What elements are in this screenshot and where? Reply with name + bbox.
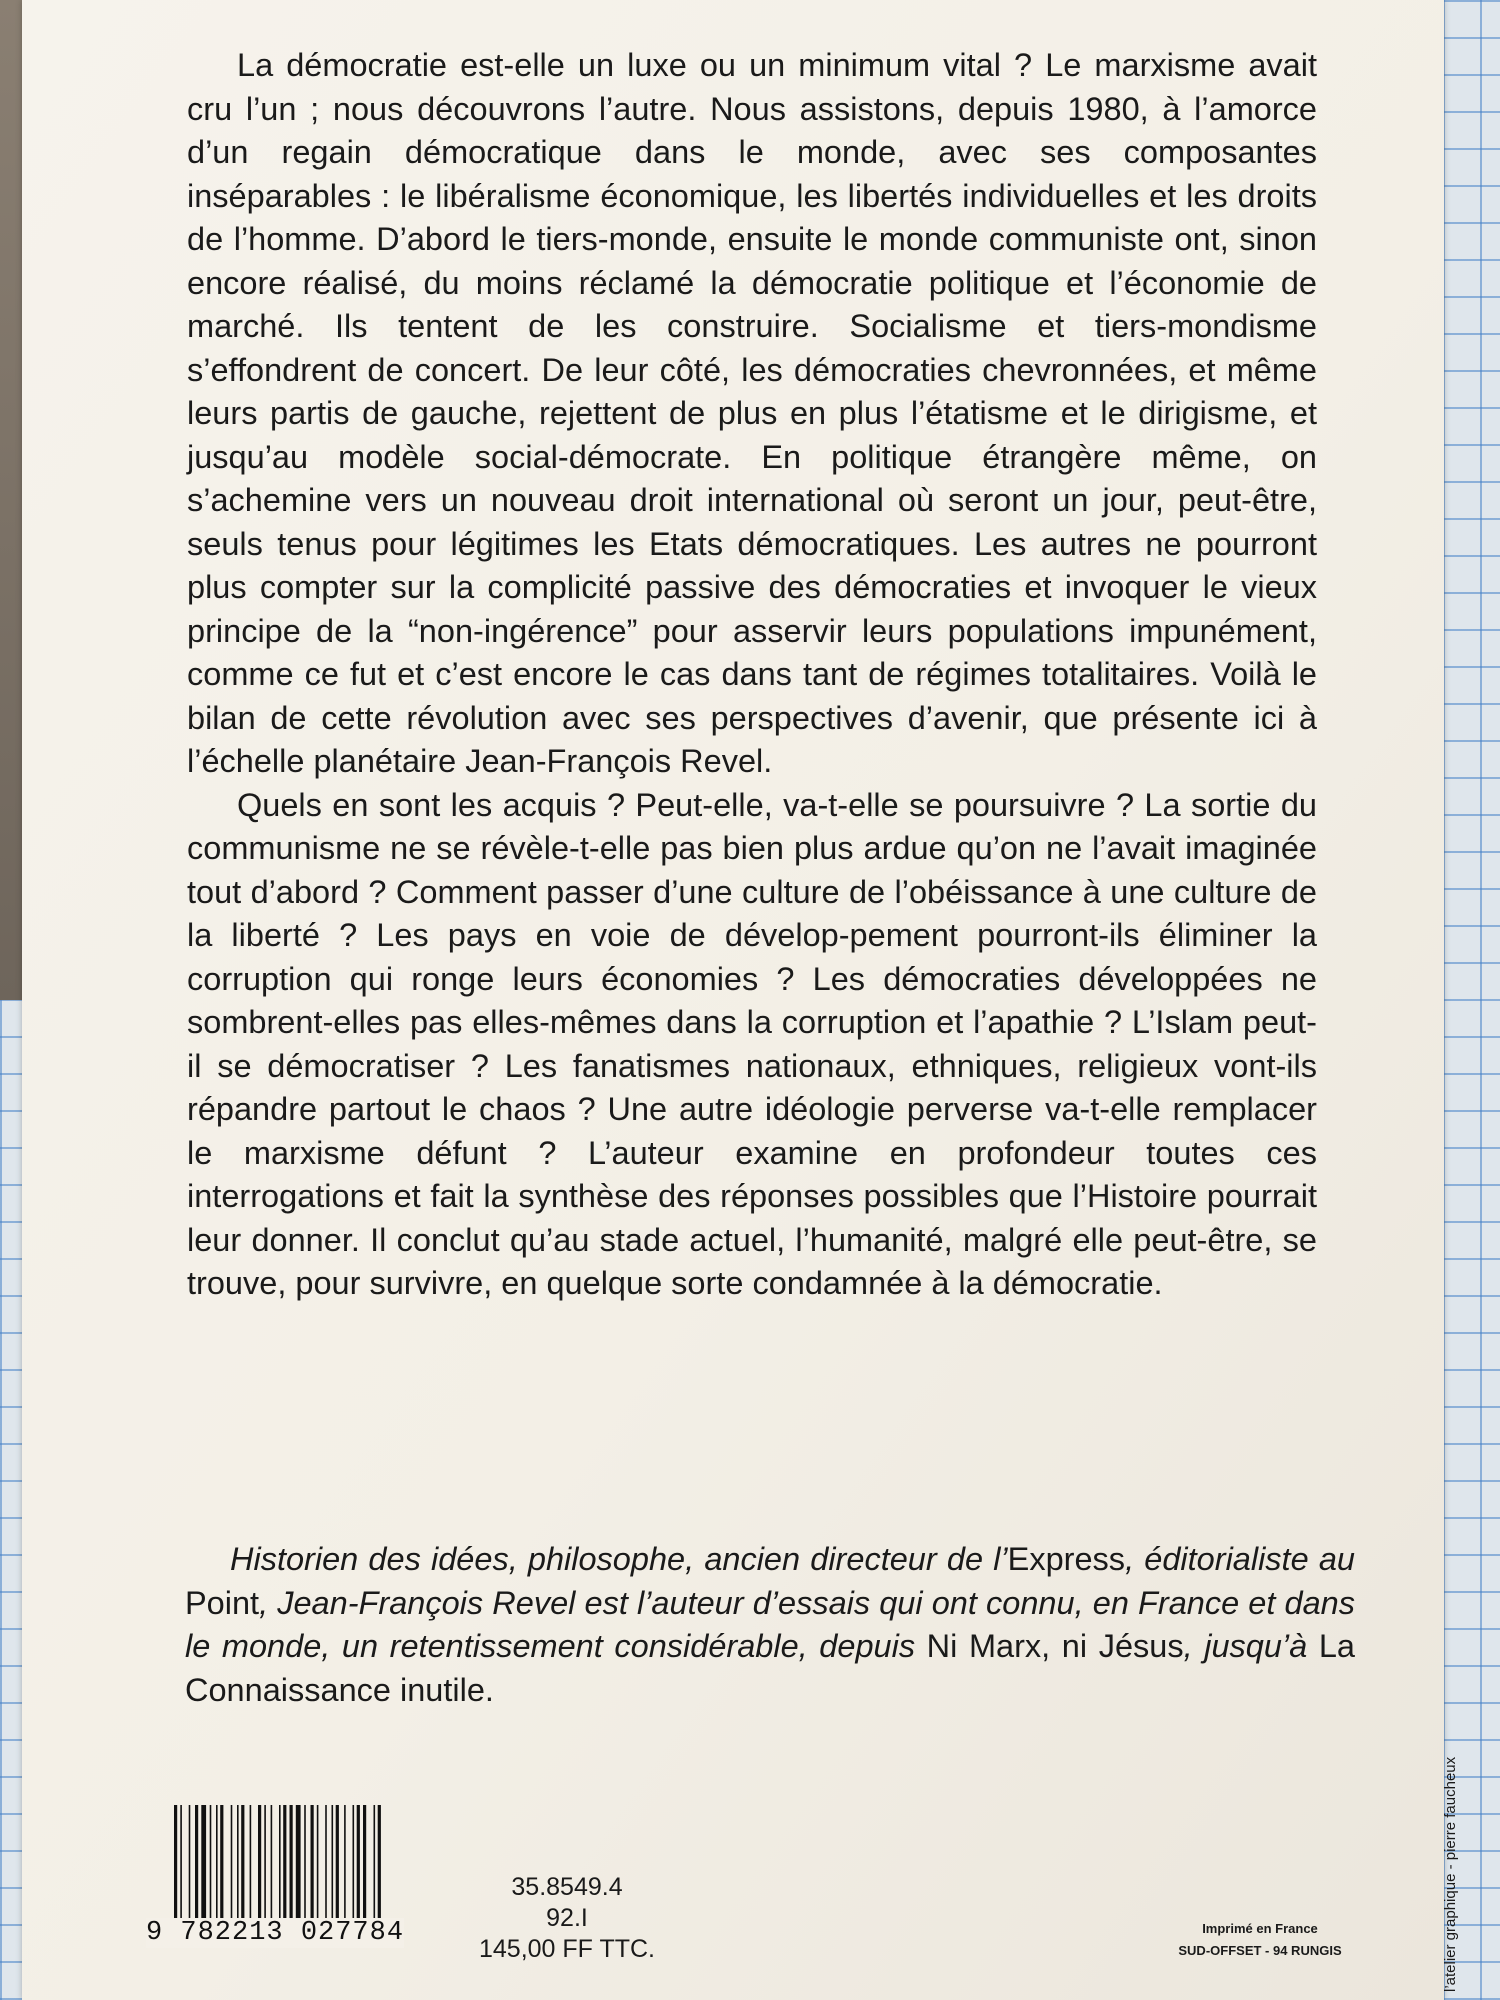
barcode-bar	[283, 1805, 286, 1923]
bio-text-2: , éditorialiste au	[1125, 1541, 1355, 1577]
catalog-code: 35.8549.4	[511, 1873, 623, 1901]
blurb-paragraph-2: Quels en sont les acquis ? Peut-elle, va-t-elle se poursuivre ? La sortie du communisme ne se révèle-t-elle pas bien plus ardue qu’on ne l’avait imaginée tout d’abord ? Comment passer d’une culture de l’obéissance à une culture de la liberté ? Les pays en voie de dévelop-pement pourront-ils éliminer la corruption qui ronge leurs économies ? Les démocraties développées ne sombrent-elles pas elles-mêmes dans la corruption et l’apathie ? L’Islam peut-il se démocratiser ? Les fanatismes nationaux, ethniques, religieux vont-ils répandre partout le chaos ? Une autre idéologie perverse va-t-elle remplacer le marxisme défunt ? L’auteur examine en profondeur toutes ces interrogations et fait la synthèse des réponses possibles que l’Histoire pourrait leur donner. Il conclut qu’au stade actuel, l’humanité, malgré elle peut-être, se trouve, pour survivre, en quelque sorte condamnée à la démocratie.	[187, 786, 1317, 1301]
price-block	[462, 1872, 672, 1965]
bio-title-ni-marx: Ni Marx, ni Jésus	[926, 1628, 1184, 1664]
barcode-bar	[271, 1805, 273, 1923]
catalog-code-2: 92.I	[546, 1904, 588, 1932]
barcode-bar	[317, 1805, 319, 1923]
barcode-bar	[210, 1805, 212, 1923]
barcode-bar	[264, 1805, 266, 1923]
barcode-bar	[220, 1805, 223, 1923]
barcode-bar	[250, 1805, 252, 1923]
barcode-bar	[374, 1805, 376, 1923]
barcode-bar	[231, 1805, 233, 1923]
barcode-bar	[258, 1805, 261, 1923]
barcode-bar	[180, 1805, 182, 1923]
barcode-bar	[201, 1805, 206, 1923]
barcode-bar	[325, 1805, 327, 1923]
barcode-bar	[353, 1805, 355, 1923]
bio-title-point: Point	[185, 1584, 260, 1621]
barcode-bar	[290, 1805, 293, 1923]
bio-text-4: , jusqu’à	[1183, 1628, 1319, 1664]
blurb-paragraph-1: La démocratie est-elle un luxe ou un minimum vital ? Le marxisme avait cru l’un ; nous découvrons l’autre. Nous assistons, depuis 1980, à l’amorce d’un regain démocratique dans le monde, avec ses composantes inséparables : le libéralisme économique, les libertés individuelles et les droits de l’homme. D’abord le tiers-monde, ensuite le monde communiste ont, sinon encore réalisé, du moins réclamé la démocratie politique et l’économie de marché. Ils tentent de les construire. Socialisme et tiers-mondisme s’effondrent de concert. De leur côté, les démocraties chevronnées, et même leurs partis de gauche, rejettent de plus en plus l’étatisme et le dirigisme, et jusqu’au modèle social-démocrate. En politique étrangère même, on s’achemine vers un nouveau droit international où seront un jour, peut-être, seuls tenus pour légitimes les Etats démocratiques. Les autres ne pourront plus compter sur la complicité passive des démocraties et invoquer le vieux principe de la “non-ingérence” pour asservir leurs populations impunément, comme ce fut et c’est encore le cas dans tant de régimes totalitaires. Voilà le bilan de cette révolution avec ses perspectives d’avenir, que présente ici à l’échelle planétaire Jean-François Revel.	[187, 47, 1317, 779]
bio-text-5: .	[484, 1671, 494, 1708]
barcode-bar	[241, 1805, 244, 1923]
barcode-bar	[237, 1805, 239, 1923]
barcode-bar	[332, 1805, 334, 1923]
barcode-bar	[189, 1805, 191, 1923]
barcode-bar	[296, 1805, 301, 1923]
price-label: 145,00 FF TTC.	[479, 1935, 655, 1963]
barcode-bar	[378, 1805, 381, 1923]
book-back-cover	[22, 0, 1459, 2000]
bio-title-connaissance: La Connaissance inutile	[185, 1628, 1355, 1708]
printer-line-2: SUD-OFFSET - 94 RUNGIS	[1178, 1943, 1342, 1958]
bio-title-express: Express	[1007, 1541, 1126, 1577]
barcode-bar	[344, 1805, 346, 1923]
barcode-bar	[357, 1805, 360, 1923]
author-bio	[185, 1538, 1355, 1712]
printer-line-1: Imprimé en France	[1202, 1921, 1318, 1936]
design-credit: l’atelier graphique - pierre faucheux	[1442, 1756, 1459, 1992]
barcode-bar	[336, 1805, 339, 1923]
barcode-bar	[195, 1805, 198, 1923]
barcode-bar	[216, 1805, 218, 1923]
bio-text-3: , Jean-François Revel est l’auteur d’essais qui ont connu, en France et dans le monde, un retentissement considérable, depuis	[185, 1584, 1355, 1664]
barcode-bar	[363, 1805, 366, 1923]
bio-text-1: Historien des idées, philosophe, ancien directeur de l’	[230, 1541, 1008, 1577]
blurb-text	[187, 44, 1317, 1306]
printer-info	[1160, 1918, 1360, 1962]
barcode-digits: 9 782213 027784	[146, 1918, 405, 1948]
barcode-bar	[311, 1805, 314, 1923]
barcode-bar	[279, 1805, 281, 1923]
